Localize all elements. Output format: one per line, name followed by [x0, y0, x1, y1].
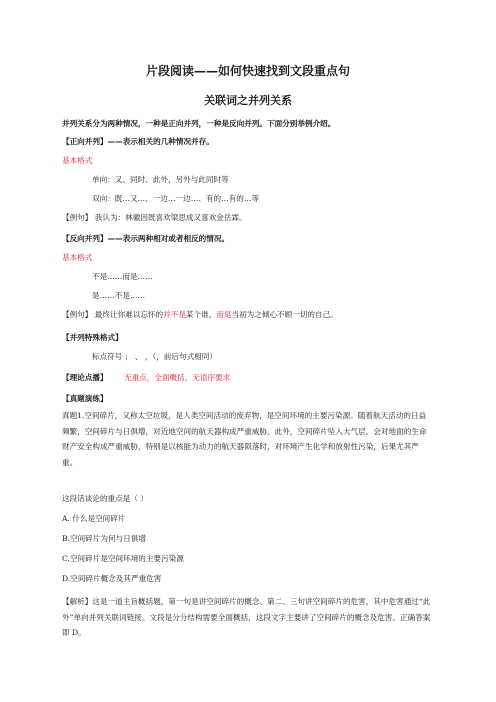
forward-format-label: 基本格式: [62, 156, 93, 165]
special-content: 标点符号 ； 、 ，（，前后句式相同）: [92, 352, 217, 361]
reverse-example-prefix: 【例句】 最终让你难以忘怀的: [62, 310, 164, 319]
reverse-example-suffix: 当初为之倾心不顾一切的自己。: [231, 310, 338, 319]
reverse-format-label: 基本格式: [62, 253, 93, 262]
theory-heading: 【理论点播】: [62, 373, 108, 382]
reverse-example-mid: 某个谁，: [185, 310, 217, 319]
reverse-example: [62, 310, 338, 320]
reverse-example-red2: 而是: [216, 310, 232, 319]
option-b: B.空间碎片为何与日俱增: [62, 534, 146, 543]
doc-subtitle: 关联词之并列关系: [204, 94, 292, 107]
theory-content: 无重点，全面概括，无语序要求: [123, 373, 231, 382]
forward-heading: 【正向并列】——表示相关的几种情况并存。: [62, 137, 214, 146]
forward-double: 双向：既…又…、一边…一边…、有的…有的…等: [92, 194, 260, 203]
reverse-pattern2: 是……不是……: [92, 291, 146, 300]
theory-row: [62, 373, 230, 383]
special-heading: 【并列特殊格式】: [62, 333, 123, 342]
doc-title: 片段阅读——如何快速找到文段重点句: [145, 64, 350, 78]
analysis-text: 【解析】这是一道主旨概括题，第一句是讲空间碎片的概念、第二、三句讲空间碎片的危害，其中危害通过“此外”单向并列关联词链接。文段是分分结构需要全面概括，这段文字主要讲了空间碎片的概念及危害。正确答案即 D。: [62, 597, 431, 638]
reverse-example-red1: 并不是: [163, 310, 186, 319]
practice-question: 这段话谈论的重点是（ ）: [62, 494, 148, 503]
option-d: D.空间碎片概念及其严重危害: [62, 574, 162, 583]
reverse-pattern1: 不是……而是……: [92, 272, 153, 281]
option-a: A. 什么是空间碎片: [62, 514, 126, 523]
reverse-heading: 【反向并列】——表示两种相对或者相反的情况。: [62, 234, 230, 243]
forward-single: 单向：又、同时、此外、另外与此同时等: [92, 175, 229, 184]
option-c: C.空间碎片是空间环境的主要污染源: [62, 554, 184, 563]
intro-text: 并列关系分为两种情况，一种是正向并列，一种是反向并列。下面分别举例介绍。: [62, 119, 336, 128]
forward-example: 【例句】 我认为：林徽因既喜欢梁思成又喜欢金岳霖。: [62, 213, 247, 222]
practice-heading: 【真题演练】: [62, 394, 108, 403]
practice-passage: 真题1.空间碎片，又称太空垃圾，是人类空间活动的废弃物，是空间环境的主要污染源。随着航天活动的日益频繁，空间碎片与日俱增，对近地空间的航天器构成严重威胁。此外，空间碎片坠入大气层，会对地面的生命财产安全构成严重威胁，特别是以核能为动力的航天器陨落时，对环境产生化学和放射性污染，后果尤其严重。: [62, 411, 427, 467]
